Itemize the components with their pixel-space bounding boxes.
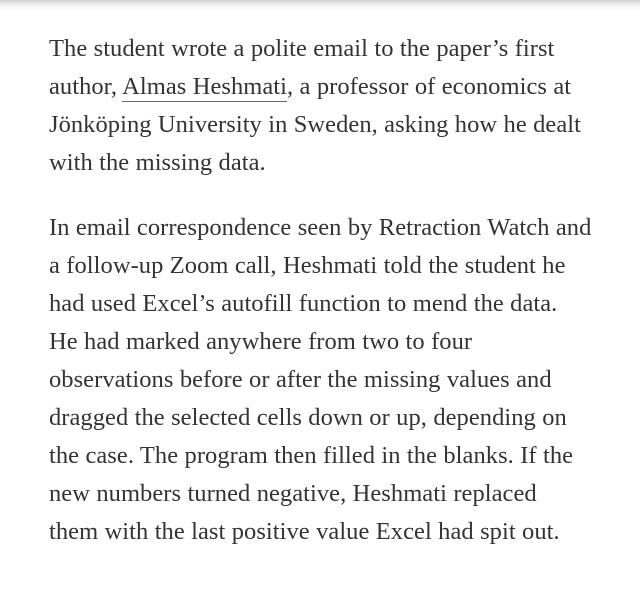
- paragraph-1-text-after-link: , a professor of economics at Jönköping University in Sweden, asking how he dealt with the missing data.: [49, 73, 581, 176]
- article-body: [49, 0, 592, 551]
- paragraph-1-text-before-link: The student wrote a polite email to the paper’s first author,: [49, 35, 555, 100]
- paragraph-2: In email correspondence seen by Retraction Watch and a follow-up Zoom call, Heshmati told the student he had used Excel’s autofill function to mend the data. He had marked anywhere from two to four observations before or after the missing values and dragged the selected cells down or up, depending on the case. The program then filled in the blanks. If the new numbers turned negative, Heshmati replaced them with the last positive value Excel had spit out.: [49, 214, 592, 545]
- link-almas-heshmati[interactable]: Almas Heshmati: [122, 73, 287, 100]
- paragraph-1: [49, 30, 592, 182]
